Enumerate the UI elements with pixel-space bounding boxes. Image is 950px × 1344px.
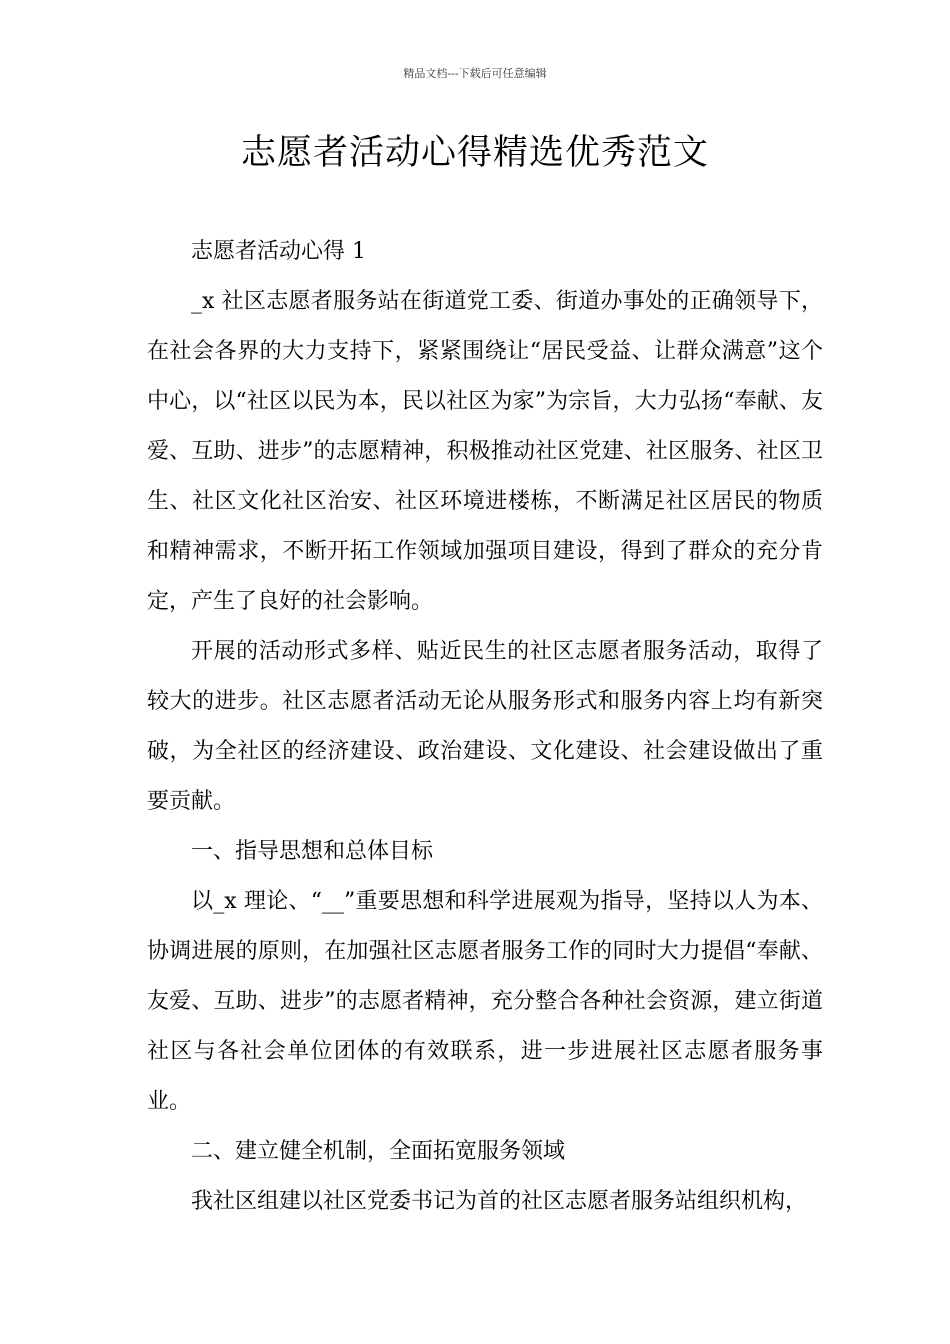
body-paragraph: 开展的活动形式多样、贴近民生的社区志愿者服务活动，取得了较大的进步。社区志愿者活动无论从服务形式和服务内容上均有新突破，为全社区的经济建设、政治建设、文化建设、社会建设做出了重要贡献。	[147, 639, 823, 814]
section-heading: 志愿者活动心得 1	[191, 239, 366, 264]
document-body	[147, 227, 823, 1227]
document-title: 志愿者活动心得精选优秀范文	[240, 133, 709, 173]
section-heading: 二、建立健全机制，全面拓宽服务领域	[191, 1139, 566, 1164]
body-paragraph: 我社区组建以社区党委书记为首的社区志愿者服务站组织机构，	[191, 1189, 808, 1214]
page-header: 精品文档---下载后可任意编辑	[403, 67, 547, 80]
section-heading: 一、指导思想和总体目标	[191, 839, 434, 864]
body-paragraph: _x 社区志愿者服务站在街道党工委、街道办事处的正确领导下，在社会各界的大力支持下，紧紧围绕让“居民受益、让群众满意”这个中心，以“社区以民为本，民以社区为家”为宗旨，大力弘扬“奉献、友爱、互助、进步”的志愿精神，积极推动社区党建、社区服务、社区卫生、社区文化社区治安、社区环境进楼栋，不断满足社区居民的物质和精神需求，不断开拓工作领域加强项目建设，得到了群众的充分肯定，产生了良好的社会影响。	[147, 289, 823, 614]
body-paragraph: 以_x 理论、“__”重要思想和科学进展观为指导，坚持以人为本、协调进展的原则，在加强社区志愿者服务工作的同时大力提倡“奉献、友爱、互助、进步”的志愿者精神，充分整合各种社会资源，建立街道社区与各社会单位团体的有效联系，进一步进展社区志愿者服务事业。	[147, 889, 823, 1114]
